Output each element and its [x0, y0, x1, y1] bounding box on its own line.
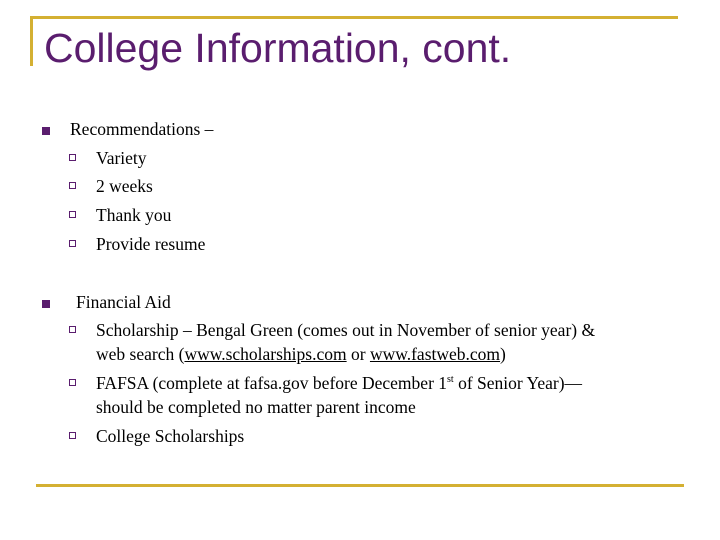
box-bullet-icon [69, 432, 76, 439]
square-bullet-icon [42, 300, 50, 308]
fafsa-line-2: should be completed no matter parent income [96, 397, 416, 417]
scholarship-line-1: Scholarship – Bengal Green (comes out in November of senior year) & [96, 320, 596, 340]
fafsa-suffix: of Senior Year)— [453, 373, 583, 393]
frame-top-line [30, 16, 678, 19]
web-search-prefix: web search ( [96, 344, 185, 364]
financial-aid-heading: Financial Aid [76, 292, 171, 312]
college-scholarships-item: College Scholarships [96, 426, 245, 446]
fafsa-ordinal-suffix: st [447, 374, 454, 386]
square-bullet-icon [42, 127, 50, 135]
frame-left-line [30, 16, 33, 66]
recommendation-item: Provide resume [96, 234, 206, 254]
box-bullet-icon [69, 326, 76, 333]
box-bullet-icon [69, 240, 76, 247]
frame-bottom-line [36, 484, 684, 487]
fafsa-prefix: FAFSA (complete at fafsa.gov before December 1 [96, 373, 448, 393]
fafsa-line-1 [96, 373, 582, 394]
box-bullet-icon [69, 379, 76, 386]
fastweb-link[interactable]: www.fastweb.com [369, 344, 501, 364]
box-bullet-icon [69, 182, 76, 189]
recommendation-item: Variety [96, 148, 147, 168]
recommendations-heading: Recommendations – [70, 119, 214, 139]
link-separator: or [346, 344, 370, 364]
box-bullet-icon [69, 211, 76, 218]
web-search-suffix: ) [500, 344, 506, 364]
scholarships-link[interactable]: www.scholarships.com [184, 344, 347, 364]
box-bullet-icon [69, 154, 76, 161]
scholarship-line-2 [96, 344, 506, 365]
recommendation-item: 2 weeks [96, 176, 153, 196]
slide-title: College Information, cont. [44, 25, 512, 71]
recommendation-item: Thank you [96, 205, 172, 225]
